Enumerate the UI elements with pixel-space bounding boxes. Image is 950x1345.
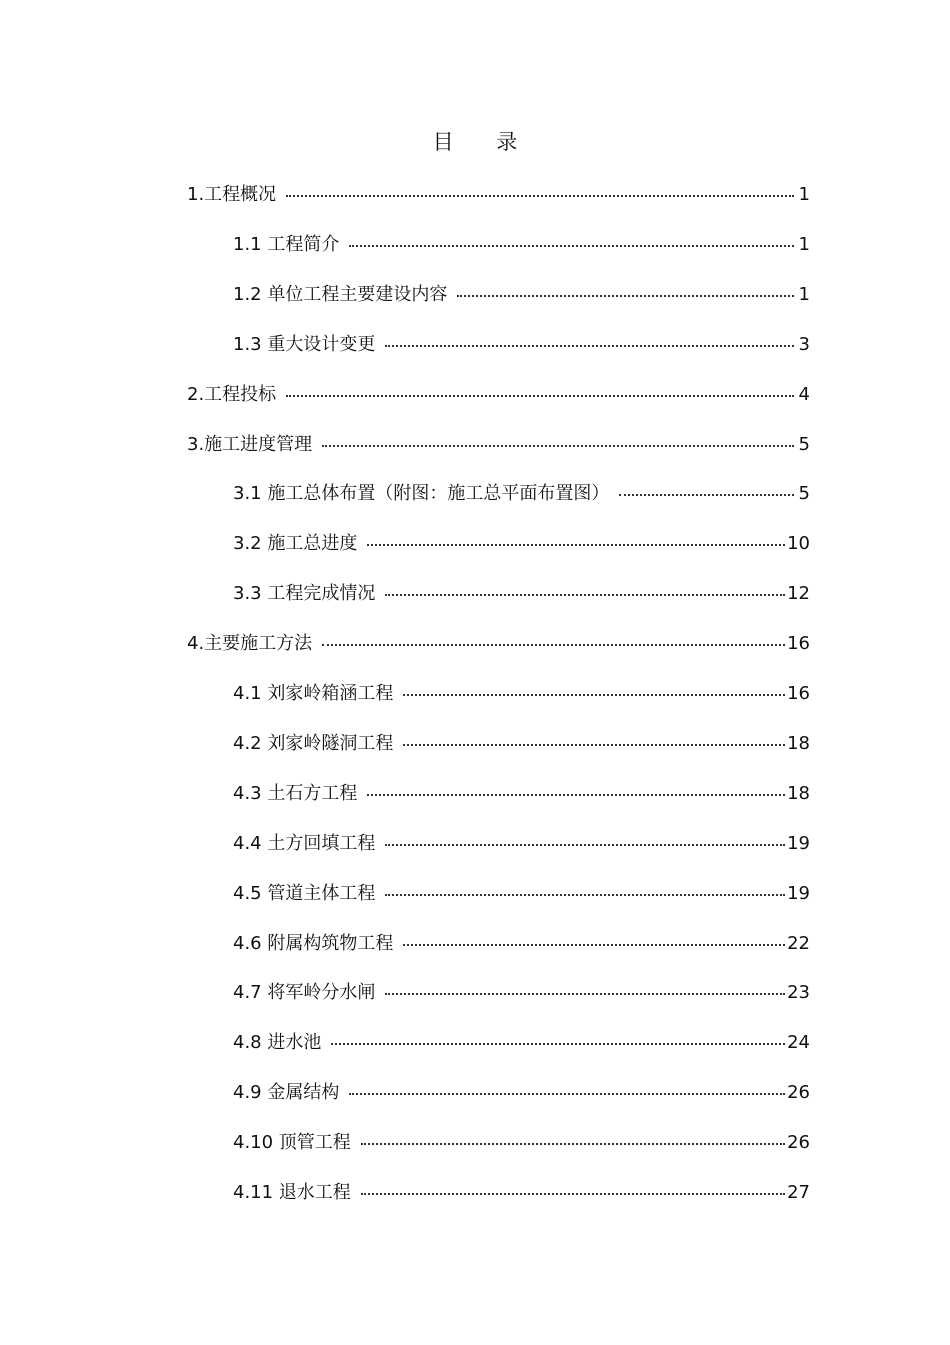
toc-dot-leader: [322, 445, 794, 447]
toc-title: 目 录: [432, 130, 536, 154]
toc-entry[interactable]: [233, 1180, 810, 1206]
toc-entry-label: 1.3 重大设计变更: [233, 333, 376, 355]
toc-entry-page-number: 19: [787, 882, 810, 904]
toc-dot-leader: [457, 295, 794, 297]
toc-entry[interactable]: [233, 980, 810, 1006]
toc-entry-page-number: 18: [787, 782, 810, 804]
toc-entry-page-number: 16: [787, 683, 810, 704]
toc-entry[interactable]: [233, 232, 810, 258]
toc-entry[interactable]: [233, 581, 810, 607]
toc-entry-page-number: 26: [787, 1082, 810, 1104]
toc-entry-page-number: 27: [787, 1182, 810, 1203]
toc-dot-leader: [322, 644, 785, 646]
toc-dot-leader: [349, 245, 794, 247]
toc-entry-label: 4.主要施工方法: [187, 633, 313, 655]
toc-dot-leader: [367, 794, 785, 796]
toc-entry[interactable]: [233, 931, 810, 957]
toc-dot-leader: [367, 544, 785, 546]
toc-entry[interactable]: [233, 1030, 810, 1056]
toc-entry[interactable]: [233, 831, 810, 857]
toc-entry-label: 3.施工进度管理: [187, 433, 313, 455]
toc-entry-label: 4.4 土方回填工程: [233, 832, 376, 854]
toc-entry-label: 4.9 金属结构: [233, 1082, 340, 1104]
toc-dot-leader: [385, 594, 785, 596]
toc-entry-label: 1.工程概况: [187, 184, 277, 205]
toc-entry-label: 4.1 刘家岭箱涵工程: [233, 683, 394, 704]
toc-dot-leader: [385, 894, 785, 896]
toc-entry-page-number: 5: [798, 433, 810, 455]
toc-entry-page-number: 22: [787, 932, 810, 954]
toc-dot-leader: [286, 395, 794, 397]
toc-dot-leader: [385, 844, 785, 846]
toc-entry[interactable]: [233, 681, 810, 707]
toc-dot-leader: [286, 195, 794, 197]
toc-dot-leader: [403, 694, 785, 696]
toc-entry-page-number: 1: [798, 233, 810, 255]
toc-entry-label: 4.2 刘家岭隧洞工程: [233, 732, 394, 754]
toc-dot-leader: [385, 345, 794, 347]
toc-entry-label: 4.10 顶管工程: [233, 1132, 351, 1154]
toc-entry-label: 4.8 进水池: [233, 1032, 322, 1054]
toc-entry[interactable]: [233, 731, 810, 757]
toc-entry-page-number: 26: [787, 1132, 810, 1154]
toc-entry-page-number: 1: [798, 184, 810, 205]
toc-entry-page-number: 16: [787, 633, 810, 655]
toc-entry-label: 4.7 将军岭分水闸: [233, 982, 376, 1004]
toc-entry[interactable]: [187, 631, 810, 657]
toc-dot-leader: [403, 944, 785, 946]
toc-entry[interactable]: [187, 432, 810, 458]
toc-entry[interactable]: [233, 881, 810, 907]
toc-dot-leader: [403, 744, 785, 746]
toc-entry-page-number: 1: [798, 283, 810, 305]
toc-entry[interactable]: [233, 282, 810, 308]
toc-entry-page-number: 4: [798, 383, 810, 405]
toc-dot-leader: [349, 1093, 785, 1095]
toc-entry-page-number: 5: [798, 483, 810, 505]
toc-entry-label: 1.1 工程简介: [233, 233, 340, 255]
toc-dot-leader: [619, 494, 794, 496]
toc-entry-page-number: 23: [787, 982, 810, 1004]
toc-entry[interactable]: [233, 332, 810, 358]
toc-entry-page-number: 3: [798, 333, 810, 355]
toc-entry-label: 3.1 施工总体布置（附图：施工总平面布置图）: [233, 483, 610, 505]
toc-entry[interactable]: [233, 481, 810, 507]
toc-entry[interactable]: [233, 531, 810, 557]
toc-entry-page-number: 19: [787, 832, 810, 854]
toc-entry-label: 4.6 附属构筑物工程: [233, 932, 394, 954]
toc-entry-label: 1.2 单位工程主要建设内容: [233, 283, 448, 305]
toc-entry-label: 2.工程投标: [187, 383, 277, 405]
toc-entry[interactable]: [187, 382, 810, 408]
toc-entry-label: 4.11 退水工程: [233, 1182, 351, 1203]
toc-entry-page-number: 12: [787, 583, 810, 605]
toc-dot-leader: [385, 993, 785, 995]
toc-entry-label: 4.3 土石方工程: [233, 782, 358, 804]
toc-entry-page-number: 10: [787, 533, 810, 555]
toc-entry-page-number: 24: [787, 1032, 810, 1054]
toc-entry[interactable]: [233, 1130, 810, 1156]
toc-entry-page-number: 18: [787, 732, 810, 754]
toc-dot-leader: [331, 1043, 785, 1045]
toc-entry-label: 3.3 工程完成情况: [233, 583, 376, 605]
toc-dot-leader: [361, 1193, 785, 1195]
toc-entry-label: 3.2 施工总进度: [233, 533, 358, 555]
toc-entry-label: 4.5 管道主体工程: [233, 882, 376, 904]
toc-entry[interactable]: [187, 182, 810, 208]
toc-entry[interactable]: [233, 781, 810, 807]
toc-dot-leader: [361, 1143, 785, 1145]
toc-entry[interactable]: [233, 1080, 810, 1106]
